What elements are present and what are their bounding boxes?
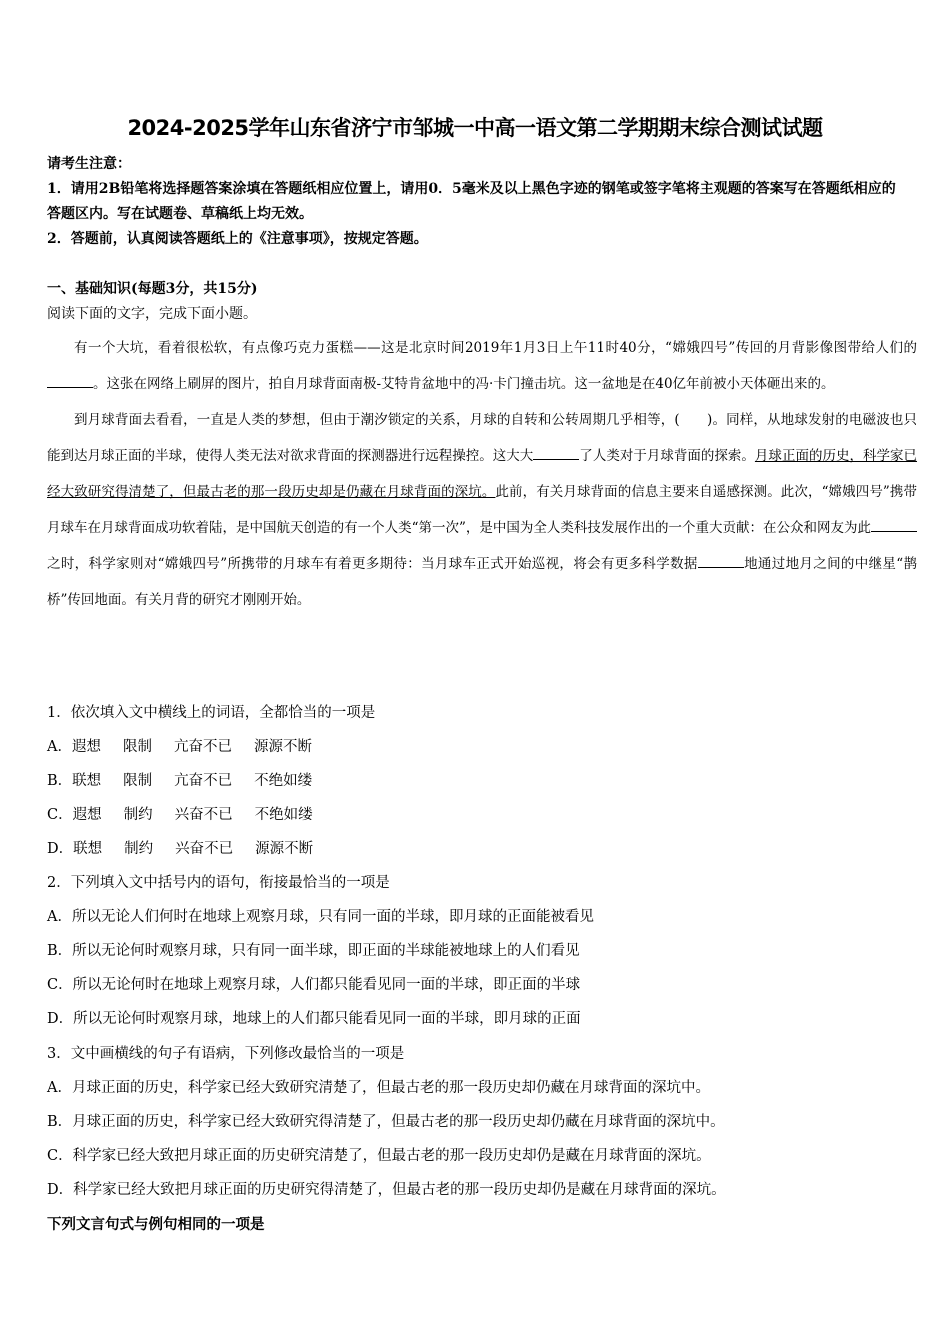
option-word: 源源不断 <box>253 739 312 755</box>
question-1-option <box>47 837 335 858</box>
option-word: 兴奋不已 <box>174 807 233 823</box>
notes-item-1: 1．请用2B铅笔将选择题答案涂填在答题纸相应位置上，请用0．5毫米及以上黑色字迹的钢笔或签字笔将主观题的答案写在答题纸相应的答题区内。写在试题卷、草稿纸上均无效。 <box>47 181 896 222</box>
reading-passage <box>47 330 917 618</box>
passage-paragraph-2 <box>47 402 917 618</box>
option-word: 限制 <box>122 739 152 755</box>
question-2-option: C．所以无论何时在地球上观察月球，人们都只能看见同一面的半球，即正面的半球 <box>47 977 581 993</box>
passage-text: 此前，有关月球背面的信息主要来自遥感探测。此次，“嫦娥四号”携带月球车在月球背面成功软着陆，是中国航天创造的有一个人类“第一次”，是中国为全人类科技发展作出的一个重大贡献：在公众和网友为此 <box>47 484 917 536</box>
passage-paragraph-1 <box>47 330 917 402</box>
notes-item-2: 2．答题前，认真阅读答题纸上的《注意事项》，按规定答题。 <box>47 231 428 247</box>
option-word: 联想 <box>72 773 102 789</box>
question-4-stem: 下列文言句式与例句相同的一项是 <box>47 1216 265 1233</box>
passage-text: 。这张在网络上刷屏的图片，拍自月球背面南极-艾特肯盆地中的冯·卡门撞击坑。这一盆地是在40亿年前被小天体砸出来的。 <box>93 376 835 392</box>
answer-blank <box>47 374 93 389</box>
option-label: B． <box>47 773 73 789</box>
option-label: D． <box>47 841 74 857</box>
question-3-option: B．月球正面的历史，科学家已经大致研究得清楚了，但最古老的那一段历史却仍藏在月球背面的深坑中。 <box>47 1114 725 1130</box>
answer-blank <box>871 518 917 533</box>
question-3-stem: 3．文中画横线的句子有语病，下列修改最恰当的一项是 <box>47 1046 405 1062</box>
question-1-option <box>47 735 334 756</box>
passage-text: 了人类对于月球背面的探索。 <box>579 448 755 464</box>
option-word: 亢奋不已 <box>173 739 232 755</box>
exam-notes <box>47 152 907 252</box>
question-1-option <box>47 803 335 824</box>
question-3-option: C．科学家已经大致把月球正面的历史研究清楚了，但最古老的那一段历史却仍是藏在月球背面的深坑。 <box>47 1148 711 1164</box>
question-3-option: A．月球正面的历史，科学家已经大致研究清楚了，但最古老的那一段历史却仍藏在月球背面的深坑中。 <box>47 1080 710 1096</box>
underlined-sentence: 月球正面的历史，科学家已经大致研究得清楚了，但最古老的那一段历史却是仍藏在月球背面的深坑。 <box>47 448 918 500</box>
question-2-stem: 2．下列填入文中括号内的语句，衔接最恰当的一项是 <box>47 875 390 891</box>
question-2-option: B．所以无论何时观察月球，只有同一面半球，即正面的半球能被地球上的人们看见 <box>47 943 580 959</box>
option-word: 遐想 <box>72 807 102 823</box>
question-1-option <box>47 769 334 790</box>
passage-text: 有一个大坑，看着很松软，有点像巧克力蛋糕——这是北京时间2019年1月3日上午11时40分，“嫦娥四号”传回的月背影像图带给人们的 <box>74 340 917 356</box>
option-word: 制约 <box>124 841 154 857</box>
answer-blank <box>698 554 744 569</box>
section-instruction: 阅读下面的文字，完成下面小题。 <box>47 306 257 322</box>
option-label: C． <box>47 807 73 823</box>
option-word: 制约 <box>123 807 153 823</box>
question-2-option: A．所以无论人们何时在地球上观察月球，只有同一面的半球，即月球的正面能被看见 <box>47 909 594 925</box>
page-title: 2024-2025学年山东省济宁市邹城一中高一语文第二学期期末综合测试试题 <box>127 116 823 140</box>
option-word: 限制 <box>123 773 153 789</box>
passage-text: 地通过地月之间的中继星“鹊桥”传回地面。有关月背的研究才刚刚开始。 <box>47 556 917 608</box>
option-word: 兴奋不已 <box>175 841 234 857</box>
option-label: A． <box>47 739 72 755</box>
question-2-option: D．所以无论何时观察月球，地球上的人们都只能看见同一面的半球，即月球的正面 <box>47 1011 581 1027</box>
option-word: 遐想 <box>71 739 101 755</box>
passage-text: 之时，科学家则对“嫦娥四号”所携带的月球车有着更多期待：当月球车正式开始巡视，将会有更多科学数据 <box>47 556 698 572</box>
section-heading: 一、基础知识(每题3分，共15分) <box>47 281 258 297</box>
option-word: 不绝如缕 <box>254 773 313 789</box>
answer-blank <box>533 446 579 461</box>
notes-heading: 请考生注意： <box>47 156 131 172</box>
question-1-stem: 1．依次填入文中横线上的词语，全都恰当的一项是 <box>47 705 376 721</box>
option-word: 源源不断 <box>255 841 314 857</box>
option-word: 联想 <box>73 841 103 857</box>
option-word: 不绝如缕 <box>254 807 313 823</box>
option-word: 亢奋不已 <box>174 773 233 789</box>
passage-text: 到月球背面去看看，一直是人类的梦想，但由于潮汐锁定的关系，月球的自转和公转周期几乎相等，( )。同样，从地球发射的电磁波也只能到达月球正面的半球，使得人类无法对欲求背面的探测器进行远程操控。这大大 <box>47 412 917 464</box>
question-3-option: D．科学家已经大致把月球正面的历史研究得清楚了，但最古老的那一段历史却仍是藏在月球背面的深坑。 <box>47 1182 726 1198</box>
